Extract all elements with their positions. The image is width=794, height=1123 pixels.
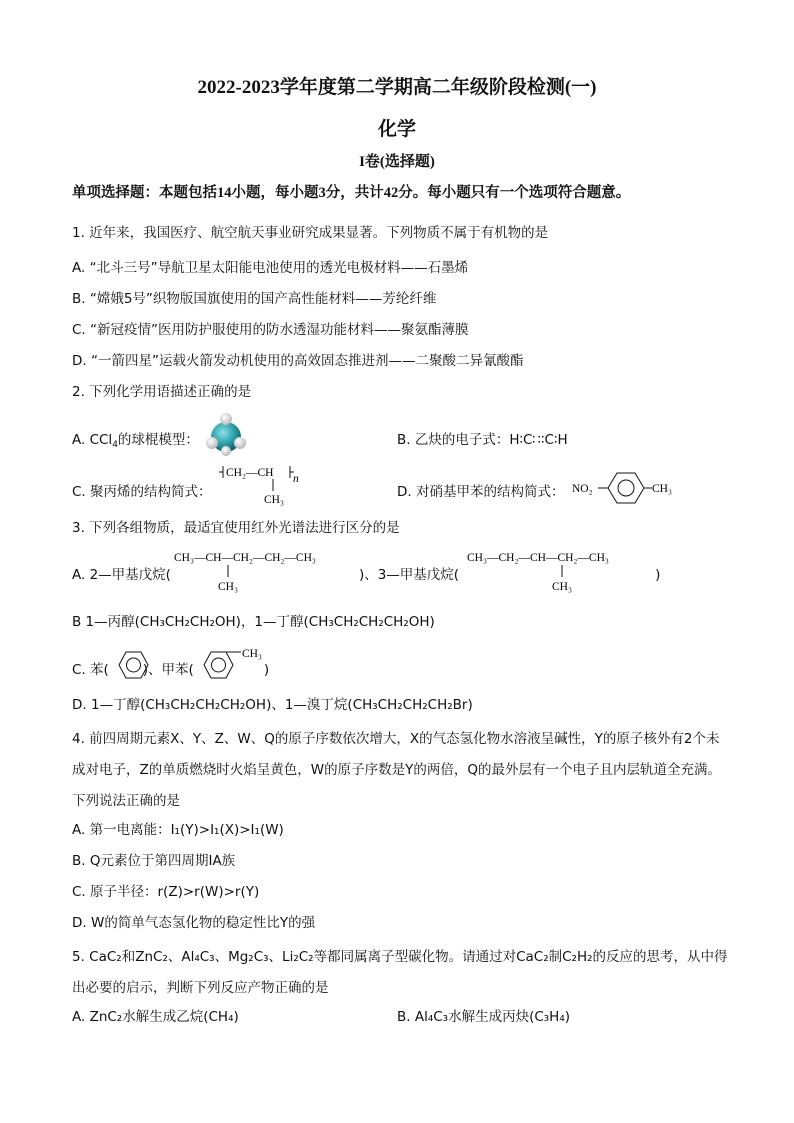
toluene-ch3: CH₃ <box>242 648 262 660</box>
q4-option-b: B. Q元素位于第四周期IA族 <box>72 853 236 869</box>
volume-title: I卷(选择题) <box>359 154 435 170</box>
2mp-branch: CH₃ <box>218 581 238 593</box>
section-instructions: 单项选择题：本题包括14小题，每小题3分，共计42分。每小题只有一个选项符合题意。 <box>72 185 631 201</box>
pp-n: n <box>293 473 299 485</box>
toluene-structure <box>201 645 276 683</box>
q2-option-b: B. 乙炔的电子式：H∶C∷∶C∶H <box>397 432 568 448</box>
q3-option-d: D. 1—丁醇(CH₃CH₂CH₂CH₂OH)、1—溴丁烷(CH₃CH₂CH₂CH₂Br) <box>72 697 473 713</box>
polypropylene-structure <box>216 462 312 506</box>
q5-option-b: B. Al₄C₃水解生成丙炔(C₃H₄) <box>397 1009 571 1025</box>
q4-option-d: D. W的简单气态氢化物的稳定性比Y的强 <box>72 915 316 931</box>
q3-a-prefix: A. 2—甲基戊烷( <box>72 567 171 583</box>
q5-stem: 5. CaC₂和ZnC₂、Al₄C₃、Mg₂C₃、Li₂C₂等都同属离子型碳化物。请通过对CaC₂制C₂H₂的反应的思考，从中得出必要的启示，判断下列反应产物正确的是 <box>72 949 728 996</box>
q2-option-c: C. 聚丙烯的结构简式： <box>72 484 212 500</box>
q2-option-d: D. 对硝基甲苯的结构简式： <box>397 484 565 500</box>
q1-option-b: B. “嫦娥5号”织物版国旗使用的国产高性能材料——芳纶纤维 <box>72 291 437 307</box>
methyl-group: CH₃ <box>652 483 672 495</box>
q3-c-mid: )、甲苯( <box>142 662 194 678</box>
benzene-structure <box>116 648 152 682</box>
q4-option-c: C. 原子半径：r(Z)>r(W)>r(Y) <box>72 884 260 900</box>
q3-a-mid: )、3—甲基戊烷( <box>358 567 460 583</box>
p-nitrotoluene-structure <box>570 470 680 506</box>
q4-stem: 4. 前四周期元素X、Y、Z、W、Q的原子序数依次增大，X的气态氢化物水溶液呈碱性，Y的原子核外有2个未成对电子，Z的单质燃烧时火焰呈黄色，W的原子序数是Y的两倍，Q的最外层有一个电子且内层轨道全充满。下列说法正确的是 <box>72 731 721 809</box>
q3-stem: 3. 下列各组物质，最适宜使用红外光谱法进行区分的是 <box>72 520 400 536</box>
3-methylpentane-structure <box>465 546 660 594</box>
q1-stem: 1. 近年来，我国医疗、航空航天事业研究成果显著。下列物质不属于有机物的是 <box>72 225 549 241</box>
3mp-chain: CH₃—CH₂—CH—CH₂—CH₃ <box>467 552 609 564</box>
q2-stem: 2. 下列化学用语描述正确的是 <box>72 384 252 400</box>
q1-option-a: A. “北斗三号”导航卫星太阳能电池使用的透光电极材料——石墨烯 <box>72 260 469 276</box>
q4-option-a: A. 第一电离能：I₁(Y)>I₁(X)>I₁(W) <box>72 822 284 838</box>
q3-a-end: ) <box>655 567 661 583</box>
q2-a-sub: 4 <box>112 440 118 450</box>
pp-ch3: CH₃ <box>264 494 284 506</box>
ccl4-ball-stick-model <box>202 410 252 460</box>
2-methylpentane-structure <box>172 546 362 594</box>
exam-title: 2022-2023学年度第二学期高二年级阶段检测(一) <box>197 77 597 98</box>
nitro-group: NO₂ <box>572 483 593 495</box>
q3-option-b: B 1—丙醇(CH₃CH₂CH₂OH)，1—丁醇(CH₃CH₂CH₂CH₂OH) <box>72 614 435 630</box>
subject-title: 化学 <box>377 119 416 140</box>
q5-option-a: A. ZnC₂水解生成乙烷(CH₄) <box>72 1009 239 1025</box>
q2-a-suffix: 的球棍模型： <box>117 432 199 448</box>
q1-option-d: D. “一箭四星”运载火箭发动机使用的高效固态推进剂——二聚酸二异氰酸酯 <box>72 353 524 369</box>
q2-option-a <box>72 428 199 450</box>
3mp-branch: CH₃ <box>552 581 572 593</box>
pp-chain: CH₂—CH <box>226 467 274 479</box>
q2-a-prefix: A. CCl <box>72 432 113 448</box>
q3-c-end: ) <box>263 662 270 678</box>
q3-c-prefix: C. 苯( <box>72 662 109 678</box>
q1-option-c: C. “新冠疫情”医用防护服使用的防水透湿功能材料——聚氨酯薄膜 <box>72 322 469 338</box>
2mp-chain: CH₃—CH—CH₂—CH₂—CH₃ <box>174 552 316 564</box>
